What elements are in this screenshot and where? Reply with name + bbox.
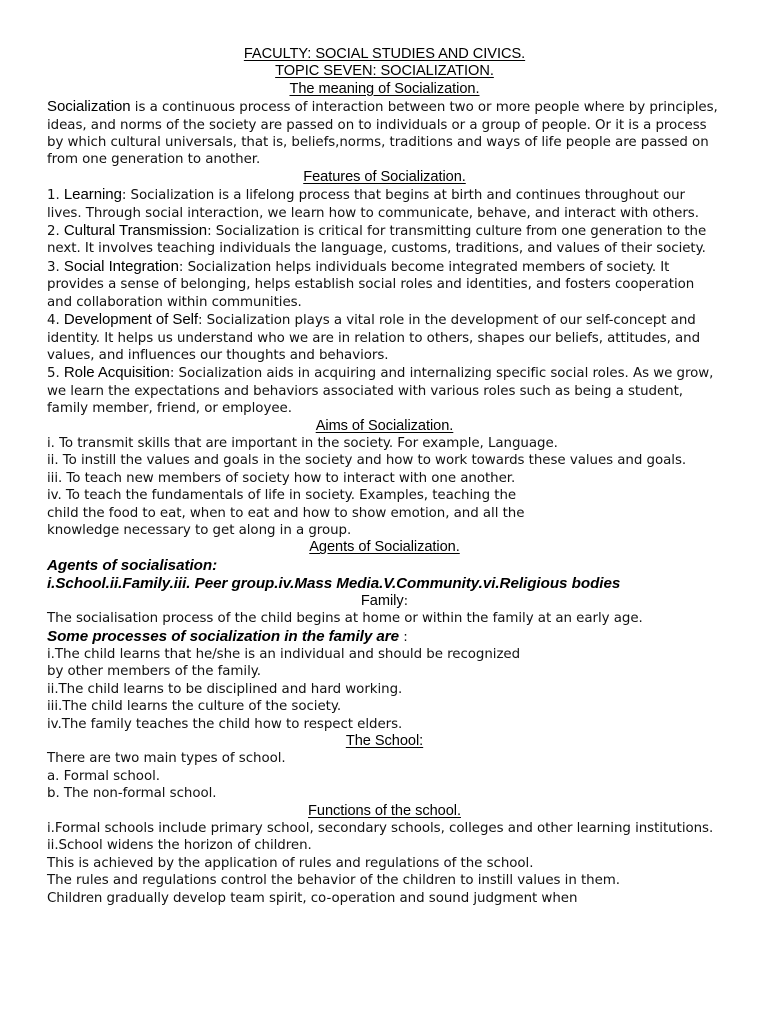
function-item: ii.School widens the horizon of children. <box>47 838 312 854</box>
aim-item: ii. To instill the values and goals in the society and how to work towards these values and goals. <box>47 453 687 469</box>
feature-number: 1. <box>47 188 64 204</box>
feature-text: : Socialization helps individuals become integrated members of society. It provides a sense of belonging, helps establish social roles and identities, and fosters cooperation and collaboration within communities. <box>47 259 695 310</box>
feature-text: : Socialization aids in acquiring and internalizing specific social roles. As we grow, we learn the expectations and behaviors associated with various roles such as being a student, family member, friend, or employee. <box>47 366 714 417</box>
family-process-item: iii.The child learns the culture of the society. <box>47 699 342 715</box>
feature-item <box>47 222 722 258</box>
feature-item <box>47 311 722 364</box>
family-processes-heading: Some processes of socialization in the family are <box>47 627 400 645</box>
family-process-line: i.The child learns that he/she is an individual and should be recognized <box>47 647 521 662</box>
family-process-item: iv.The family teaches the child how to respect elders. <box>47 716 403 732</box>
school-type-item: a. Formal school. <box>47 768 160 784</box>
family-process-item: ii.The child learns to be disciplined and hard working. <box>47 681 403 697</box>
function-item: Children gradually develop team spirit, co-operation and sound judgment when <box>47 890 578 906</box>
feature-number: 3. <box>47 259 64 275</box>
aim-item-line: iv. To teach the fundamentals of life in society. Examples, teaching the <box>47 488 517 504</box>
feature-term: Social Integration <box>63 257 179 275</box>
aim-item: i. To transmit skills that are important in the society. For example, Language. <box>47 435 558 451</box>
aims-heading: Aims of Socialization. <box>315 417 454 434</box>
feature-term: Learning <box>63 186 122 204</box>
agents-intro: Agents of socialisation: <box>47 556 218 574</box>
feature-number: 5. <box>47 366 64 382</box>
aim-item: iii. To teach new members of society how to interact with one another. <box>47 470 516 486</box>
function-item: i.Formal schools include primary school, secondary schools, colleges and other learning institutions. <box>47 821 714 837</box>
feature-term: Cultural Transmission <box>63 222 208 240</box>
family-text: The socialisation process of the child begins at home or within the family at an early age. <box>47 611 643 627</box>
functions-heading: Functions of the school. <box>308 802 461 819</box>
function-item: The rules and regulations control the behavior of the children to instill values in them. <box>47 873 621 889</box>
meaning-text: is a continuous process of interaction between two or more people where by principles, ideas, and norms of the society are passed on to individuals or a group of people. Or it is a process by which cultural universals, that is, beliefs,norms, traditions and ways of life people are passed on from one generation to another. <box>47 100 718 168</box>
feature-text: : Socialization is a lifelong process that begins at birth and continues throughout our lives. Through social interaction, we learn how to communicate, behave, and interact with others. <box>47 188 699 221</box>
feature-term: Role Acquisition <box>63 364 170 382</box>
family-heading-line <box>47 593 722 610</box>
meaning-paragraph <box>47 98 722 169</box>
agents-heading: Agents of Socialization. <box>309 539 460 556</box>
feature-number: 2. <box>47 224 64 240</box>
topic-title: TOPIC SEVEN: SOCIALIZATION. <box>275 63 494 80</box>
aim-item-line: knowledge necessary to get along in a group. <box>47 522 352 538</box>
feature-term: Development of Self <box>63 311 199 329</box>
family-process-line: by other members of the family. <box>47 664 261 680</box>
family-heading-colon: : <box>403 593 409 609</box>
function-item: This is achieved by the application of rules and regulations of the school. <box>47 855 534 871</box>
feature-item <box>47 364 722 417</box>
features-heading: Features of Socialization. <box>303 168 466 185</box>
meaning-heading: The meaning of Socialization. <box>289 80 480 97</box>
feature-item <box>47 258 722 311</box>
aim-item-line: child the food to eat, when to eat and how to show emotion, and all the <box>47 505 525 521</box>
feature-number: 4. <box>47 313 64 329</box>
feature-item <box>47 186 722 222</box>
feature-text: : Socialization is critical for transmitting culture from one generation to the next. It involves teaching individuals the language, customs, traditions, and values of their society. <box>47 224 707 257</box>
school-heading: The School: <box>345 733 424 750</box>
family-processes-heading-line <box>47 628 722 646</box>
faculty-title: FACULTY: SOCIAL STUDIES AND CIVICS. <box>243 46 526 62</box>
school-intro: There are two main types of school. <box>47 751 286 767</box>
family-heading: Family <box>360 592 404 609</box>
feature-text: : Socialization plays a vital role in the development of our self-concept and identity. It helps us understand who we are in relation to others, shapes our beliefs, attitudes, and values, and influences our thoughts and behaviors. <box>47 313 701 363</box>
agents-list: i.School.ii.Family.iii. Peer group.iv.Mass Media.V.Community.vi.Religious bodies <box>47 574 621 592</box>
family-processes-colon: : <box>399 629 408 645</box>
meaning-term: Socialization <box>47 98 131 116</box>
school-type-item: b. The non-formal school. <box>47 786 217 802</box>
